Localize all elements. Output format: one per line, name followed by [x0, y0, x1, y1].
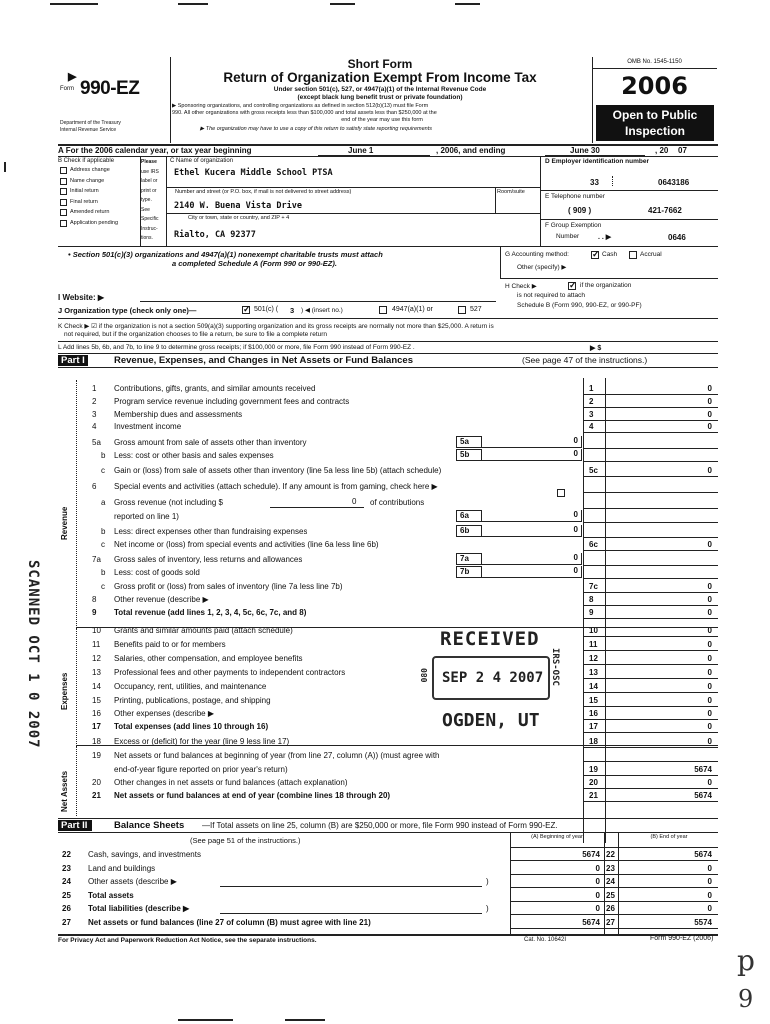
box-b-item-label: Initial return: [70, 188, 99, 194]
open-to-public-box: [596, 105, 714, 141]
line-amount: 0: [707, 595, 712, 604]
line-text: end-of-year figure reported on prior year's return): [114, 765, 288, 774]
part-2-title: Balance Sheets: [114, 820, 185, 831]
line-text: Net assets or fund balances at end of year (combine lines 18 through 20): [114, 791, 391, 800]
box-b-label: B Check if applicable: [58, 158, 115, 164]
line-amount: 0: [707, 640, 712, 649]
stamp-date: SEP 2 4 2007: [442, 670, 544, 686]
net-assets-side-label: Net Assets: [60, 770, 69, 812]
privacy-note: For Privacy Act and Paperwork Reduction Act Notice, see the separate instructions.: [58, 937, 317, 944]
line-text: reported on line 1): [114, 512, 179, 521]
line-amount: 0: [707, 668, 712, 677]
bs-col-a: 0: [595, 863, 600, 873]
4947-checkbox[interactable]: [379, 306, 387, 314]
line-text: Gross sales of inventory, less returns and allowances: [114, 555, 303, 564]
please-label: [141, 158, 165, 244]
bs-line-number: 22: [62, 850, 71, 859]
501c-label: 501(c) (: [254, 306, 279, 313]
line-text: Less: cost or other basis and sales expenses: [114, 451, 274, 460]
org-street: 2140 W. Buena Vista Drive: [174, 201, 302, 211]
please-line: See: [141, 206, 150, 213]
line-text: Special events and activities (attach schedule). If any amount is from gaming, check here ▶: [114, 482, 438, 491]
line-amount: 5674: [694, 765, 712, 774]
part-2-rest: —If Total assets on line 25, column (B) are $250,000 or more, file Form 990 instead of Form 990-EZ.: [202, 821, 558, 830]
please-line: Please: [141, 159, 157, 165]
org-type-label: J Organization type (check only one)—: [58, 306, 197, 315]
line-number: c: [101, 582, 105, 591]
box-b-item-label: Application pending: [70, 219, 119, 226]
received-stamp: [420, 630, 570, 740]
bs-line-text: Land and buildings: [88, 863, 156, 873]
tax-year: 2006: [621, 72, 688, 100]
accrual-checkbox[interactable]: [629, 251, 637, 259]
bs-col-b: 5574: [694, 917, 712, 927]
box-b-checkbox[interactable]: [60, 167, 67, 174]
bs-line-number: 24: [62, 877, 71, 886]
box-b-checkbox[interactable]: [60, 209, 67, 216]
bs-box-label: 23: [606, 863, 615, 873]
527-label: 527: [470, 306, 482, 313]
line-k: K Check ▶ ☑ if the organization is not a section 509(a)(3) supporting organization and its gross receipts are normally not more than $25,000. A return is: [58, 323, 494, 330]
inner-box-label: 5a: [456, 436, 482, 448]
bs-line-number: 26: [62, 904, 71, 913]
line-box-label: 1: [589, 384, 594, 393]
part-1-title: Revenue, Expenses, and Changes in Net Assets or Fund Balances: [114, 355, 413, 366]
line-text: Benefits paid to or for members: [114, 640, 226, 649]
line-number: 20: [92, 778, 101, 787]
line-box-label: 11: [589, 640, 598, 649]
line-box-label: 16: [589, 709, 598, 718]
line-box-label: 5c: [589, 466, 598, 475]
name-label: C Name of organization: [170, 158, 234, 164]
please-line: label or: [141, 178, 158, 184]
website-label: I Website: ▶: [58, 293, 105, 302]
omb-number: OMB No. 1545-1150: [627, 59, 682, 65]
form-id-block: [58, 62, 168, 133]
line-text: Gross revenue (not including $: [114, 498, 223, 507]
tax-year-begin: June 1: [348, 146, 374, 155]
line-amount: 0: [707, 654, 712, 663]
inner-box-amount: 0: [482, 525, 582, 537]
group-number: 0646: [668, 233, 686, 242]
city-label: City or town, state or country, and ZIP + 4: [188, 215, 290, 221]
accrual-label: Accrual: [640, 251, 662, 258]
please-line: type.: [141, 197, 152, 203]
line-amount: 0: [707, 696, 712, 705]
line-amount: 0: [707, 540, 712, 549]
line-box-label: 17: [589, 722, 598, 731]
line-number: 19: [92, 751, 101, 760]
org-city: Rialto, CA 92377: [174, 230, 256, 240]
please-line: print or: [141, 187, 157, 194]
line-text: Excess or (deficit) for the year (line 9 less line 17): [114, 737, 290, 746]
line-text: Total revenue (add lines 1, 2, 3, 4, 5c, 6c, 7c, and 8): [114, 608, 307, 617]
line-text: Professional fees and other payments to independent contractors: [114, 668, 346, 677]
line-number: 16: [92, 709, 101, 718]
stamp-received: RECEIVED: [440, 628, 540, 650]
bs-box-label: 22: [606, 850, 615, 859]
form-number: 990-EZ: [80, 78, 140, 99]
line-box-label: 19: [589, 765, 598, 774]
form-prefix: Form: [60, 86, 74, 92]
bs-col-b: 0: [707, 877, 712, 886]
cash-label: Cash: [602, 251, 618, 258]
bs-line-text: Total assets: [88, 890, 134, 900]
line-amount: 0: [707, 778, 712, 787]
line-box-label: 12: [589, 654, 598, 663]
line-box-label: 2: [589, 397, 594, 406]
please-line: tions.: [141, 235, 153, 241]
box-b-checkbox[interactable]: [60, 220, 67, 227]
cash-checkbox[interactable]: [591, 251, 599, 259]
line-amount: 5674: [694, 791, 712, 800]
expenses-side-label: Expenses: [60, 672, 69, 710]
line-amount: 0: [707, 466, 712, 475]
line-number: c: [101, 466, 105, 475]
line-text: Gross profit or (loss) from sales of inventory (line 7a less line 7b): [114, 582, 343, 591]
room-label: Room/suite: [497, 189, 525, 195]
line-text: Less: direct expenses other than fundraising expenses: [114, 527, 308, 536]
inner-box-amount: 0: [482, 566, 582, 578]
line-text: Other changes in net assets or fund balances (attach explanation): [114, 778, 348, 787]
ein-label: D Employer identification number: [545, 158, 650, 165]
box-b-checkbox[interactable]: [60, 188, 67, 195]
501c-number: 3: [290, 306, 295, 315]
line-text: Gross amount from sale of assets other than inventory: [114, 438, 307, 447]
col-a-header: (A) Beginning of year: [531, 834, 583, 840]
stamp-city: OGDEN, UT: [442, 710, 540, 731]
dept-label: Department of the Treasury: [60, 120, 121, 126]
org-name: Ethel Kucera Middle School PTSA: [174, 168, 333, 178]
line-text: Occupancy, rent, utilities, and maintenance: [114, 682, 267, 691]
line-amount: 0: [707, 397, 712, 406]
line-box-label: 9: [589, 608, 594, 617]
line-number: 3: [92, 410, 97, 419]
bs-col-a: 5674: [582, 850, 600, 859]
line-amount: 0: [707, 410, 712, 419]
street-label: Number and street (or P.O. box, if mail is not delivered to street address): [175, 189, 352, 195]
line-a-mid: , 2006, and ending: [436, 146, 506, 155]
contrib-suffix: of contributions: [370, 498, 425, 507]
line-text: Total expenses (add lines 10 through 16): [114, 722, 269, 731]
bs-box-label: 27: [606, 917, 615, 927]
inner-box-amount: 0: [482, 510, 582, 522]
line-amount: 0: [707, 722, 712, 731]
line-box-label: 15: [589, 696, 598, 705]
inner-box-label: 6a: [456, 510, 482, 522]
line-amount: 0: [707, 384, 712, 393]
line-amount: 0: [707, 737, 712, 746]
h-text-1: if the organization: [580, 282, 632, 289]
revenue-side-label: Revenue: [60, 506, 69, 540]
inner-box-label: 7a: [456, 553, 482, 565]
bs-line-text: Net assets or fund balances (line 27 of column (B) must agree with line 21): [88, 917, 371, 927]
group-exemption-label: F Group Exemption: [545, 222, 602, 229]
bs-col-b: 5674: [694, 850, 712, 859]
handwritten-9: 9: [738, 985, 754, 1013]
bs-line-number: 25: [62, 890, 71, 900]
line-number: 18: [92, 737, 101, 746]
line-number: b: [101, 568, 106, 577]
line-number: 6: [92, 482, 97, 491]
insert-note: ) ◀ (insert no.): [301, 307, 343, 314]
box-b-item-label: Address change: [70, 167, 110, 173]
copy-note: ▶ The organization may have to use a copy of this return to satisfy state reporting requirements: [200, 126, 432, 132]
line-number: 9: [92, 608, 97, 617]
ein-number: 0643186: [658, 178, 690, 187]
inner-box-label: 7b: [456, 566, 482, 578]
line-amount: 0: [707, 422, 712, 431]
line-text: Less: cost of goods sold: [114, 568, 200, 577]
4947-label: 4947(a)(1) or: [392, 306, 433, 313]
line-amount: 0: [707, 626, 712, 635]
other-method-label: Other (specify) ▶: [517, 264, 567, 271]
part-2-see: (See page 51 of the instructions.): [190, 836, 301, 845]
line-number: b: [101, 451, 106, 460]
inner-box-amount: 0: [482, 553, 582, 565]
line-text: Contributions, gifts, grants, and similar amounts received: [114, 384, 316, 393]
telephone-label: E Telephone number: [545, 193, 605, 200]
please-line: Instruc-: [141, 225, 158, 232]
part-1-see: (See page 47 of the instructions.): [522, 355, 648, 365]
telephone-number: 421-7662: [648, 206, 682, 215]
sponsoring-note: ▶ Sponsoring organizations, and controlling organizations as defined in section 512(b)(13) must file Form: [172, 103, 429, 109]
handwritten-p: p: [737, 944, 755, 977]
please-line: use IRS: [141, 168, 159, 175]
open-line-2: Inspection: [624, 124, 685, 138]
line-box-label: 14: [589, 682, 598, 691]
footer-form: Form 990-EZ (2006): [650, 935, 714, 942]
stamp-side: IRS-OSC: [550, 648, 560, 686]
line-box-label: 10: [589, 626, 598, 635]
bs-col-a: 0: [595, 904, 600, 913]
inner-box-label: 6b: [456, 525, 482, 537]
bs-col-a: 5674: [582, 917, 600, 927]
accounting-label: G Accounting method:: [505, 251, 569, 258]
tax-year-end-prefix: , 20: [655, 146, 669, 155]
line-number: 5a: [92, 438, 101, 447]
inner-box-amount: 0: [482, 449, 582, 461]
under-section: Under section 501(c), 527, or 4947(a)(1) of the Internal Revenue Code: [273, 86, 487, 93]
line-number: 17: [92, 722, 101, 731]
line-text: Net income or (loss) from special events and activities (line 6a less line 6b): [114, 540, 379, 549]
line-number: c: [101, 540, 105, 549]
group-number-label: Number: [556, 233, 580, 240]
line-a-label: A For the 2006 calendar year, or tax year beginning: [58, 146, 252, 155]
h-check-label: H Check ▶: [505, 283, 537, 290]
line-text: Other revenue (describe ▶: [114, 595, 209, 604]
bs-box-label: 25: [606, 890, 615, 900]
inner-box-label: 5b: [456, 449, 482, 461]
line-number: 15: [92, 696, 101, 705]
bs-col-a: 0: [595, 890, 600, 900]
line-number: 13: [92, 668, 101, 677]
bs-line-number: 27: [62, 917, 71, 927]
group-number-arrow: . . ▶: [598, 234, 612, 241]
line-number: 1: [92, 384, 97, 393]
part-1-tag: Part I: [58, 355, 88, 366]
line-number: 11: [92, 640, 101, 649]
line-amount: 0: [707, 709, 712, 718]
line-number: 21: [92, 791, 101, 800]
line-number: 14: [92, 682, 101, 691]
box-b-checkbox[interactable]: [60, 199, 67, 206]
arrow-icon: ▶: [68, 71, 77, 83]
bs-line-number: 23: [62, 863, 71, 873]
cat-number: Cat. No. 10642I: [524, 937, 567, 943]
line-number: b: [101, 527, 106, 536]
h-text-2: is not required to attach: [517, 292, 585, 299]
line-text: Salaries, other compensation, and employee benefits: [114, 654, 303, 663]
bs-col-b: 0: [707, 890, 712, 900]
telephone-area: ( 909 ): [568, 206, 592, 215]
h-text-3: Schedule B (Form 990, 990-EZ, or 990-PF): [517, 302, 642, 309]
line-k-2: not required, but if the organization chooses to file a return, be sure to file a complete return: [64, 331, 328, 338]
line-number: 7a: [92, 555, 101, 564]
line-number: 4: [92, 422, 97, 431]
sponsoring-note-3: end of the year may use this form: [341, 117, 423, 123]
short-form-label: Short Form: [347, 57, 413, 71]
bs-col-a: 0: [595, 877, 600, 886]
line-box-label: 7c: [589, 582, 598, 591]
ein-prefix: 33: [590, 178, 599, 187]
line-text: Grants and similar amounts paid (attach schedule): [114, 626, 293, 635]
line-box-label: 3: [589, 410, 594, 419]
open-line-1: Open to Public: [612, 108, 698, 122]
bs-box-label: 24: [606, 877, 615, 886]
form-title: Return of Organization Exempt From Income Tax: [223, 70, 537, 85]
527-checkbox[interactable]: [458, 306, 466, 314]
line-box-label: 13: [589, 668, 598, 677]
line-text: Net assets or fund balances at beginning of year (from line 27, column (A)) (must agree with: [114, 751, 440, 760]
bs-col-b: 0: [707, 904, 712, 913]
please-line: Specific: [141, 216, 159, 222]
line-box-label: 21: [589, 791, 598, 800]
gross-revenue-contrib: 0: [352, 497, 357, 506]
line-box-label: 6c: [589, 540, 598, 549]
line-text: Printing, publications, postage, and shipping: [114, 696, 271, 705]
line-text: Other expenses (describe ▶: [114, 709, 214, 718]
inner-box-amount: 0: [482, 436, 582, 448]
tax-year-end: June 30: [570, 146, 600, 155]
line-l: L Add lines 5b, 6b, and 7b, to line 9 to determine gross receipts; if $100,000 or more, file Form 990 instead of Form 990-EZ .: [58, 344, 415, 351]
line-amount: 0: [707, 682, 712, 691]
line-text: Membership dues and assessments: [114, 410, 243, 419]
bs-line-text: Cash, savings, and investments: [88, 850, 201, 859]
line-l-amount: ▶ $: [590, 345, 602, 352]
stamp-code: 080: [420, 668, 429, 683]
501c-checkbox[interactable]: [242, 306, 250, 314]
bs-line-text: Other assets (describe ▶: [88, 877, 177, 886]
line-text: Investment income: [114, 422, 182, 431]
line-box-label: 20: [589, 778, 598, 787]
sponsoring-note-2: 990. All other organizations with gross receipts less than $100,000 and total assets less than $250,000 at the: [172, 110, 437, 116]
bs-col-b: 0: [707, 863, 712, 873]
box-b-item-label: Amended return: [70, 209, 110, 215]
sec-501-note: • Section 501(c)(3) organizations and 4947(a)(1) nonexempt charitable trusts must attach: [68, 250, 383, 259]
line-box-label: 8: [589, 595, 594, 604]
col-b-header: (B) End of year: [650, 834, 688, 840]
sec-501-note-2: a completed Schedule A (Form 990 or 990-EZ).: [172, 259, 337, 268]
scanned-stamp: SCANNED OCT 1 0 2007: [25, 560, 41, 749]
irs-label: Internal Revenue Service: [60, 127, 117, 133]
line-amount: 0: [707, 608, 712, 617]
line-box-label: 18: [589, 737, 598, 746]
line-number: 12: [92, 654, 101, 663]
except-note: (except black lung benefit trust or private foundation): [297, 94, 463, 101]
line-number: 8: [92, 595, 97, 604]
line-box-label: 4: [589, 422, 594, 431]
box-b-item-label: Final return: [70, 198, 98, 205]
line-number: 10: [92, 626, 101, 635]
bs-box-label: 26: [606, 904, 615, 913]
line-number: 2: [92, 397, 97, 406]
line-number: a: [101, 498, 106, 507]
box-b-checkbox[interactable]: [60, 178, 67, 185]
line-amount: 0: [707, 582, 712, 591]
box-b-item-label: Name change: [70, 177, 105, 184]
bs-line-text: Total liabilities (describe ▶: [88, 904, 190, 913]
gaming-checkbox[interactable]: [557, 489, 565, 497]
tax-year-end-yr: 07: [678, 146, 687, 155]
schedule-b-checkbox[interactable]: [568, 282, 576, 290]
part-2-tag: Part II: [58, 820, 92, 831]
line-text: Program service revenue including government fees and contracts: [114, 397, 350, 406]
line-text: Gain or (loss) from sale of assets other than inventory (line 5a less line 5b) (attach schedule): [114, 466, 442, 475]
